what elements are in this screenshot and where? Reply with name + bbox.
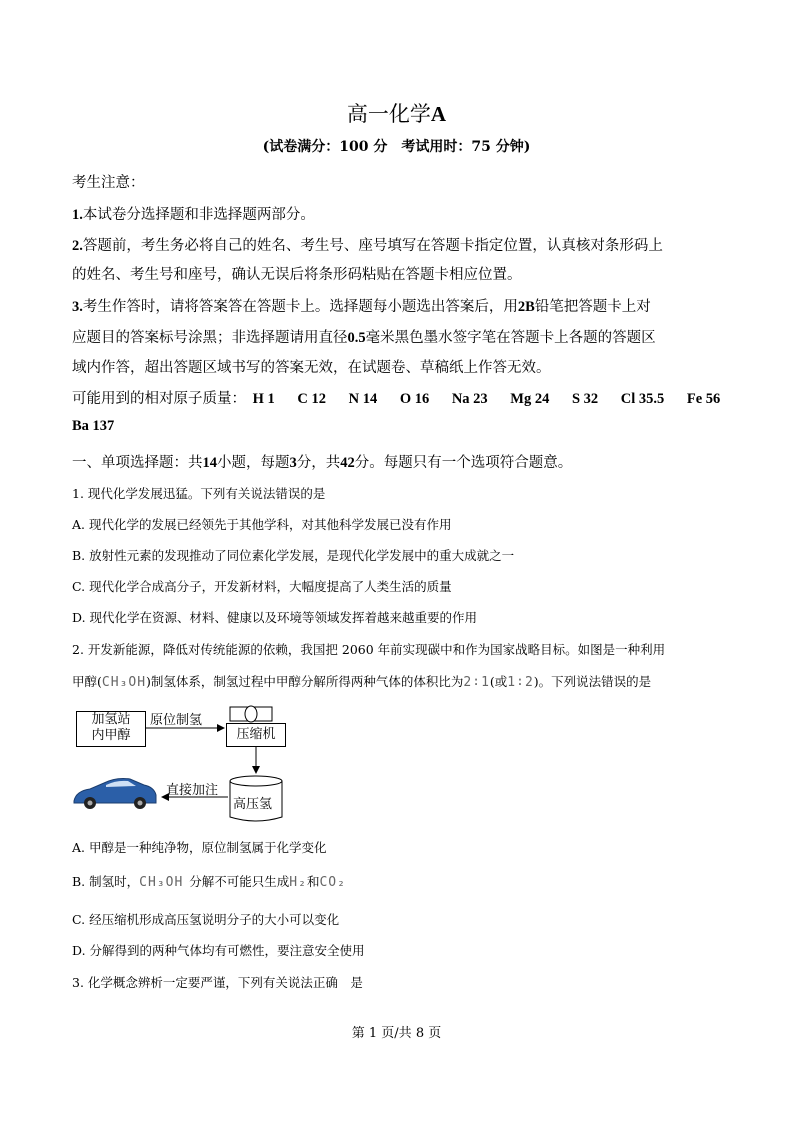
methanol-formula-b: CH₃OH — [139, 875, 184, 890]
hydrogen-flow-diagram — [70, 705, 330, 825]
exam-title: 高一化学A — [346, 102, 447, 126]
q1-option-a: A. 现代化学的发展已经领先于其他学科，对其他科学发展已没有作用 — [72, 517, 452, 532]
direct-fill-label: 直接加注 — [166, 783, 219, 798]
mass-o: O 16 — [399, 391, 430, 407]
mass-fe: Fe 56 — [686, 391, 721, 407]
ratio-1-2: 1∶2 — [507, 675, 534, 690]
mass-ba: Ba 137 — [72, 418, 115, 434]
notice-item-3-line1: 3.考生作答时，请将答案答在答题卡上。选择题每小题选出答案后，用2B铅笔把答题卡上对 — [72, 299, 651, 315]
compressor-box: 压缩机 — [226, 723, 286, 747]
mass-cl: Cl 35.5 — [620, 391, 665, 407]
high-pressure-hydrogen-label: 高压氢 — [233, 797, 273, 812]
notice-item-2-line1: 2.答题前，考生务必将自己的姓名、考生号、座号填写在答题卡指定位置，认真核对条形码上 — [72, 238, 663, 254]
notice-item-3-line2: 应题目的答案标号涂黑；非选择题请用直径0.5毫米黑色墨水签字笔在答题卡上各题的答题区 — [72, 330, 656, 346]
in-situ-hydrogen-label: 原位制氢 — [150, 713, 203, 728]
co2-formula: CO₂ — [319, 875, 346, 890]
q2-stem-line1: 2. 开发新能源，降低对传统能源的依赖，我国把 2060 年前实现碳中和作为国家战略目标。如图是一种利用 — [72, 642, 666, 657]
q1-option-d: D. 现代化学在资源、材料、健康以及环境等领域发挥着越来越重要的作用 — [72, 610, 478, 625]
q1-stem: 1. 现代化学发展迅猛。下列有关说法错误的是 — [72, 486, 326, 501]
atomic-masses-line1: 可能用到的相对原子质量： H 1 C 12 N 14 O 16 Na 23 Mg 24 S 32 Cl 35.5 Fe 56 — [72, 391, 721, 407]
q3-stem: 3. 化学概念辨析一定要严谨，下列有关说法正确 是 — [72, 975, 363, 990]
page-footer: 第 1 页/共 8 页 — [351, 1026, 442, 1041]
methanol-station-box: 加氢站 内甲醇 — [76, 711, 146, 747]
section-heading: 一、单项选择题：共14小题，每题3分，共42分。每题只有一个选项符合题意。 — [72, 455, 573, 471]
notice-item-1: 1.本试卷分选择题和非选择题两部分。 — [72, 207, 315, 223]
q2-stem-line2: 甲醇(CH₃OH)制氢体系，制氢过程中甲醇分解所得两种气体的体积比为2∶1(或1∶2)。下列说法错误的是 — [72, 674, 652, 690]
mass-s: S 32 — [571, 391, 599, 407]
notice-item-3-line3: 域内作答，超出答题区域书写的答案无效，在试题卷、草稿纸上作答无效。 — [72, 360, 551, 376]
q1-option-c: C. 现代化学合成高分子，开发新材料，大幅度提高了人类生活的质量 — [72, 579, 452, 594]
notice-heading: 考生注意： — [72, 175, 145, 191]
car-icon — [74, 779, 156, 810]
ratio-2-1: 2∶1 — [463, 675, 490, 690]
exam-subtitle: (试卷满分：100 分 考试用时：75 分钟) — [262, 139, 531, 155]
q2-option-a: A. 甲醇是一种纯净物，原位制氢属于化学变化 — [72, 840, 327, 855]
mass-h: H 1 — [252, 391, 275, 407]
q2-option-d: D. 分解得到的两种气体均有可燃性，要注意安全使用 — [72, 943, 365, 958]
q2-option-c: C. 经压缩机形成高压氢说明分子的大小可以变化 — [72, 912, 340, 927]
notice-item-2-line2: 的姓名、考生号和座号，确认无误后将条形码粘贴在答题卡相应位置。 — [72, 267, 522, 283]
compressor-cylinder-icon — [245, 706, 257, 722]
q1-option-b: B. 放射性元素的发现推动了同位素化学发展，是现代化学发展中的重大成就之一 — [72, 548, 515, 563]
q2-option-b: B. 制氢时，CH₃OH 分解不可能只生成H₂和CO₂ — [72, 874, 346, 890]
mass-na: Na 23 — [451, 391, 488, 407]
mass-c: C 12 — [297, 391, 326, 407]
h2-formula: H₂ — [289, 875, 307, 890]
mass-mg: Mg 24 — [510, 391, 550, 407]
mass-n: N 14 — [348, 391, 378, 407]
atomic-masses-line2 — [72, 418, 114, 435]
methanol-formula: CH₃OH — [101, 675, 147, 690]
